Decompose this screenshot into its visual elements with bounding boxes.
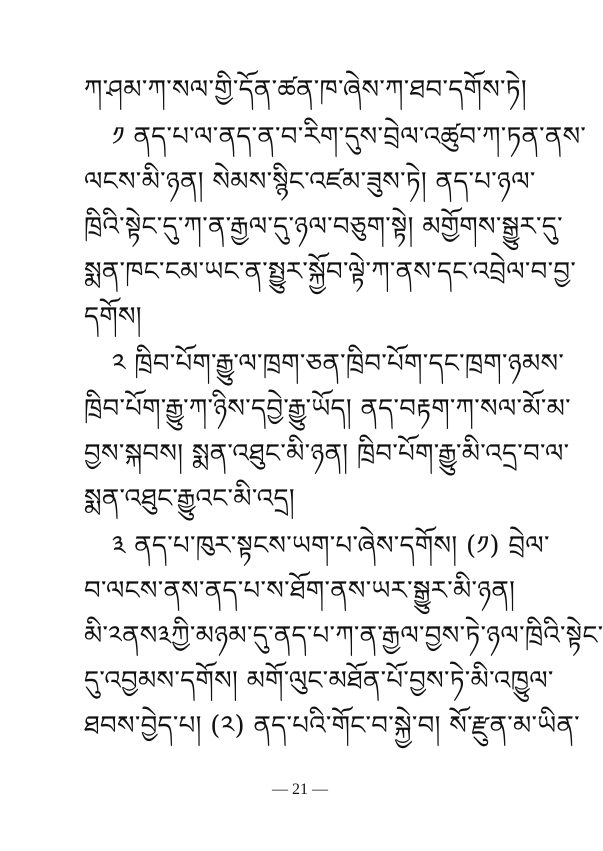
text-line: དགོས།: [84, 302, 142, 332]
text-line: ༣ ནད་པ་ཁུར་སྟངས་ཡག་པ་ཞེས་དགོས། (༡) བྲེལ་: [112, 531, 550, 561]
text-line: ཁྲིའི་སྟེང་དུ་ཀ་ན་རྒྱལ་དུ་ཉལ་བཅུག་སྟེ། མགྱོགས་སྒྱུར་དུ་: [84, 212, 563, 242]
text-line: ཁྲིབ་པོག་རྒྱུ་ཀ་ཉིས་དབྱེ་རྒྱུ་ཡོད། ནད་བརྟག་ཀ་སལ་མོ་མ་: [84, 394, 571, 424]
page-number: — 21 —: [272, 781, 328, 798]
text-line: ༡ ནད་པ་ལ་ནད་ན་བ་རིག་དུས་བྲེལ་འཚུབ་ཀ་ཏན་ནས་: [112, 122, 587, 152]
text-line: དུ་འབྱམས་དགོས། མགོ་ལུང་མཐོན་པོ་བྱས་ཏེ་མི་འཁྱུལ་: [84, 666, 554, 696]
text-line: བ་ལངས་ནས་ནད་པ་ས་ཐོག་ནས་ཡར་སྒྱུར་མི་ཉན།: [84, 576, 516, 606]
text-line: མི་༢ནས༣ཀྱི་མཉམ་དུ་ནད་པ་ཀ་ན་རྒྱལ་བྱས་ཏེ་ཉལ་ཁྲིའི་སྟེང་: [84, 621, 603, 651]
text-line: སྨན་འཐུང་རྒྱུའང་མི་འདྲ།: [84, 484, 295, 514]
text-line: བྱས་སྐབས། སྨན་འཐུང་མི་ཉན། ཁྲིབ་པོག་རྒྱུ་མི་འདྲ་བ་ལ་: [84, 439, 570, 469]
text-line: ཀ་ཤམ་ཀ་སལ་གྱི་དོན་ཚན་ཁ་ཞེས་ཀ་ཐབ་དགོས་ཏེ།: [84, 75, 527, 105]
text-line: སྨན་ཁང་ངམ་ཡང་ན་སྤྱུར་སྐྱོབ་ལྟེ་ཀ་ནས་དང་འབྲེལ་བ་བྱ་: [84, 257, 577, 287]
text-line: ༢ ཁྲིབ་པོག་རྒྱུ་ལ་ཁྲག་ཅན་ཁྲིབ་པོག་དང་ཁྲག་ཉམས་: [112, 349, 565, 379]
text-line: ལངས་མི་ཉན། སེམས་སྙིང་འཛམ་ཟུས་ཏེ། ནད་པ་ཉལ་: [84, 167, 536, 197]
text-line: ཐབས་བྱེད་པ། (༢) ནད་པའི་གོང་བ་སྐྱེ་བ། སོ་རྫུན་མ་ཡིན་: [84, 711, 580, 741]
